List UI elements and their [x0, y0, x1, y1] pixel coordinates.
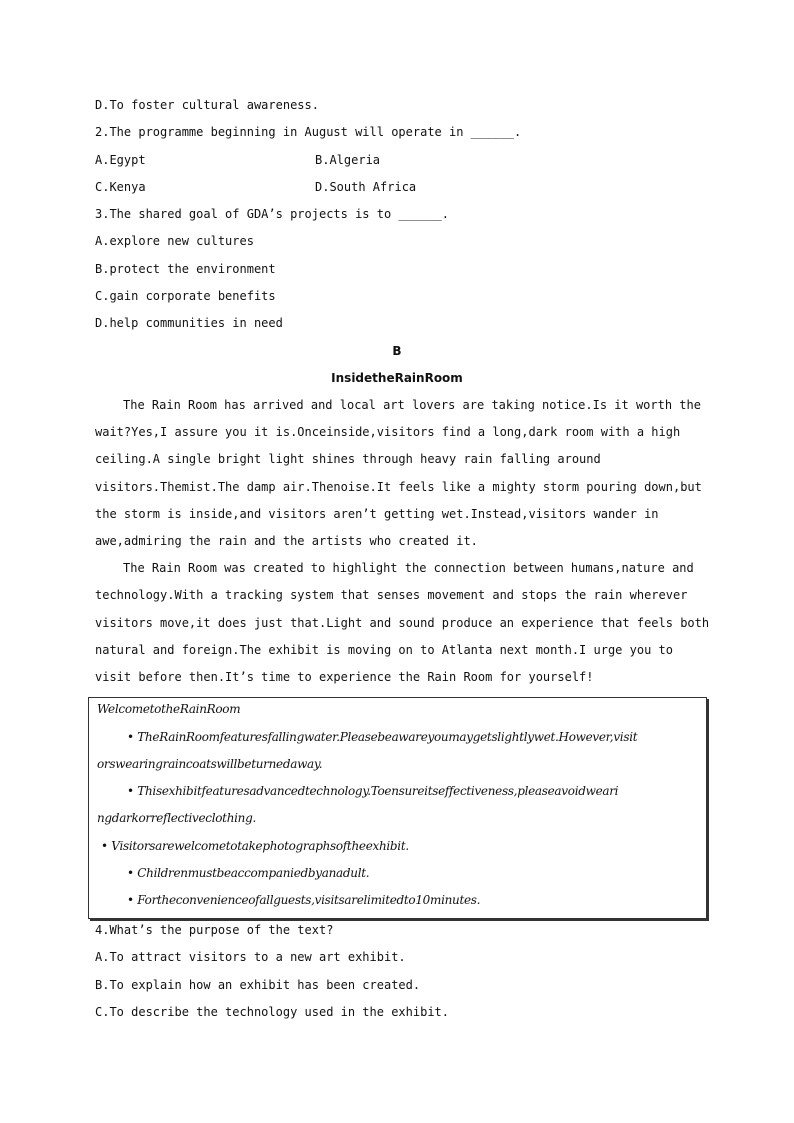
q2-question: 2.The programme beginning in August will operate in ______.: [95, 125, 522, 139]
passage-line: natural and foreign.The exhibit is moving on to Atlanta next month.I urge you to: [95, 643, 673, 657]
notice-line: • Childrenmustbeaccompaniedbyanadult.: [127, 866, 370, 880]
notice-box: [88, 697, 707, 919]
q1-option-d: D.To foster cultural awareness.: [95, 98, 319, 112]
notice-line: • TheRainRoomfeaturesfallingwater.Pleasebeawareyoumaygetslightlywet.However,visit: [127, 730, 638, 744]
notice-line: ngdarkorreflectiveclothing.: [97, 811, 256, 825]
q4-question: 4.What’s the purpose of the text?: [95, 923, 334, 937]
passage-title: InsidetheRainRoom: [331, 371, 463, 385]
q2-options-row1: [95, 152, 381, 168]
passage-line: visit before then.It’s time to experience the Rain Room for yourself!: [95, 670, 594, 684]
notice-heading: WelcometotheRainRoom: [97, 702, 241, 716]
q3-option-c: C.gain corporate benefits: [95, 289, 276, 303]
section-letter: B: [392, 344, 402, 358]
q3-option-b: B.protect the environment: [95, 262, 276, 276]
q2-option-c: C.Kenya: [95, 180, 146, 194]
passage-line: awe,admiring the rain and the artists who created it.: [95, 534, 478, 548]
passage-line: The Rain Room was created to highlight the connection between humans,nature and: [123, 561, 694, 575]
q2-option-a: A.Egypt: [95, 153, 146, 167]
q3-option-a: A.explore new cultures: [95, 234, 254, 248]
q2-options-row2: [95, 179, 417, 195]
notice-line: • Fortheconvenienceofallguests,visitsarelimitedto10minutes.: [127, 893, 481, 907]
q4-option-b: B.To explain how an exhibit has been created.: [95, 978, 421, 992]
passage-line: the storm is inside,and visitors aren’t getting wet.Instead,visitors wander in: [95, 507, 659, 521]
passage-line: The Rain Room has arrived and local art lovers are taking notice.Is it worth the: [123, 398, 701, 412]
notice-line: orswearingraincoatswillbeturnedaway.: [97, 757, 323, 771]
passage-line: visitors.Themist.The damp air.Thenoise.It feels like a mighty storm pouring down,but: [95, 480, 702, 494]
q3-option-d: D.help communities in need: [95, 316, 283, 330]
q3-question: 3.The shared goal of GDA’s projects is to ______.: [95, 207, 450, 221]
q2-option-d: D.South Africa: [315, 180, 417, 194]
passage-line: wait?Yes,I assure you it is.Onceinside,visitors find a long,dark room with a high: [95, 425, 681, 439]
q4-option-a: A.To attract visitors to a new art exhibit.: [95, 950, 406, 964]
q2-option-b: B.Algeria: [315, 153, 381, 167]
passage-line: visitors move,it does just that.Light and sound produce an experience that feels both: [95, 616, 710, 630]
passage-line: technology.With a tracking system that senses movement and stops the rain wherever: [95, 588, 688, 602]
q4-option-c: C.To describe the technology used in the exhibit.: [95, 1005, 450, 1019]
notice-line: • Thisexhibitfeaturesadvancedtechnology.Toensureitseffectiveness,pleaseavoidweari: [127, 784, 619, 798]
passage-line: ceiling.A single bright light shines through heavy rain falling around: [95, 452, 601, 466]
notice-line: • Visitorsarewelcometotakephotographsoftheexhibit.: [101, 839, 409, 853]
